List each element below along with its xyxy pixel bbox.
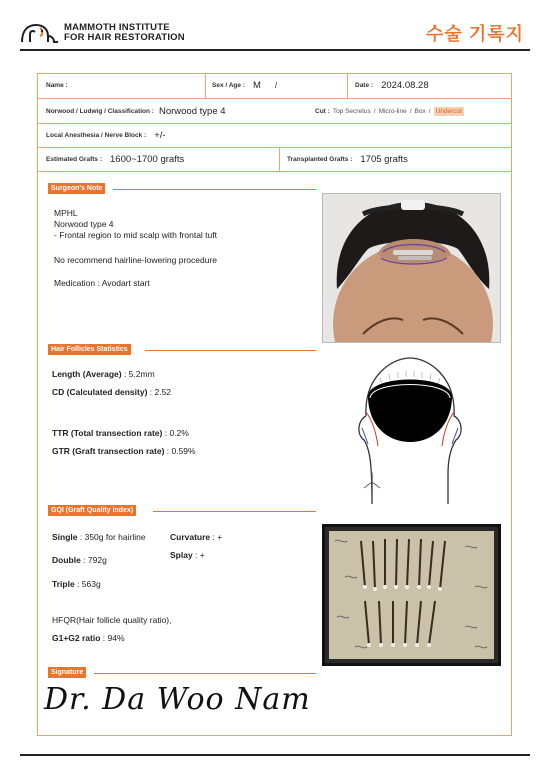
graft-sample-photo [322, 524, 501, 666]
cut-option-top-secretus[interactable]: Top Secretus [332, 107, 371, 115]
head-diagram [352, 354, 470, 506]
row-name-sex-date [37, 73, 512, 99]
section-underline [153, 511, 316, 512]
row-grafts [37, 148, 512, 172]
classification-value[interactable]: Norwood type 4 [158, 105, 226, 117]
classification-label: Norwood / Ludwig / Classification : [46, 107, 154, 115]
footer-divider [20, 754, 530, 756]
estimated-grafts-value[interactable]: 1600~1700 grafts [110, 154, 185, 165]
transplanted-grafts-label: Transplanted Grafts : [287, 156, 353, 163]
anesthesia-value[interactable]: +/- [154, 130, 166, 141]
patient-head-photo [322, 193, 501, 343]
sex-age-label: Sex / Age : [212, 82, 245, 89]
mammoth-logo-icon [20, 22, 60, 44]
curvature-stat: Curvature : + [170, 532, 223, 542]
name-cell [46, 73, 76, 98]
document-header [0, 0, 550, 52]
surgeon-note-line: No recommend hairline-lowering procedure [54, 255, 217, 265]
surgeon-note-heading: Surgeon's Note [48, 183, 105, 194]
row-classification-cut [37, 99, 512, 124]
density-stat: CD (Calculated density) : 2.52 [52, 387, 172, 397]
divider [279, 148, 280, 171]
estimated-grafts-label: Estimated Grafts : [46, 156, 102, 163]
section-underline [145, 350, 316, 351]
single-stat: Single : 350g for hairline [52, 532, 146, 542]
g1g2-stat: G1+G2 ratio : 94% [52, 633, 125, 643]
date-label: Date : [355, 82, 374, 89]
sex-age-cell [212, 73, 277, 98]
length-stat: Length (Average) : 5.2mm [52, 369, 155, 379]
follicle-stats-heading: Hair Follicles Statistics [48, 344, 131, 355]
cut-option-undercut[interactable]: Undercut [435, 107, 462, 115]
ttr-stat: TTR (Total transection rate) : 0.2% [52, 428, 189, 438]
institute-name: MAMMOTH INSTITUTE FOR HAIR RESTORATION [64, 22, 185, 43]
double-stat: Double : 792g [52, 555, 107, 565]
date-value[interactable]: 2024.08.28 [381, 80, 429, 91]
row-anesthesia [37, 124, 512, 148]
section-underline [94, 673, 316, 674]
splay-stat: Splay : + [170, 550, 205, 560]
age-separator: / [274, 81, 278, 90]
gqi-heading: GQI (Graft Quality index) [48, 505, 136, 516]
surgeon-note-line: Norwood type 4 [54, 219, 114, 229]
anesthesia-label: Local Anesthesia / Nerve Block : [46, 132, 147, 139]
section-underline [113, 189, 316, 190]
hfqr-line: HFQR(Hair follicle quality ratio), [52, 615, 172, 625]
gtr-stat: GTR (Graft transection rate) : 0.59% [52, 446, 196, 456]
estimated-grafts-cell [46, 148, 184, 171]
name-label: Name : [46, 82, 68, 89]
anesthesia-cell [46, 124, 166, 147]
cut-options: Cut : Top Secretus / Micro-line / Box / Undercut [315, 107, 462, 115]
divider [347, 73, 348, 98]
cut-option-box[interactable]: Box [414, 107, 426, 115]
transplanted-grafts-cell [287, 148, 408, 171]
sex-value[interactable]: M [253, 80, 261, 91]
date-cell [355, 73, 429, 98]
classification-cell [46, 99, 226, 123]
triple-stat: Triple : 563g [52, 579, 101, 589]
surgeon-note-line: Medication : Avodart start [54, 278, 150, 288]
cut-option-micro-line[interactable]: Micro-line [378, 107, 407, 115]
transplanted-grafts-value[interactable]: 1705 grafts [360, 154, 408, 165]
surgeon-note-line: - Frontal region to mid scalp with frontal tuft [54, 230, 217, 240]
divider [205, 73, 206, 98]
doctor-signature: Dr. Da Woo Nam [44, 682, 311, 717]
cut-label: Cut : [315, 107, 330, 115]
surgeon-note-line: MPHL [54, 208, 78, 218]
signature-heading: Signature [48, 667, 86, 678]
header-divider [20, 49, 530, 51]
document-title: 수술 기록지 [426, 24, 524, 44]
